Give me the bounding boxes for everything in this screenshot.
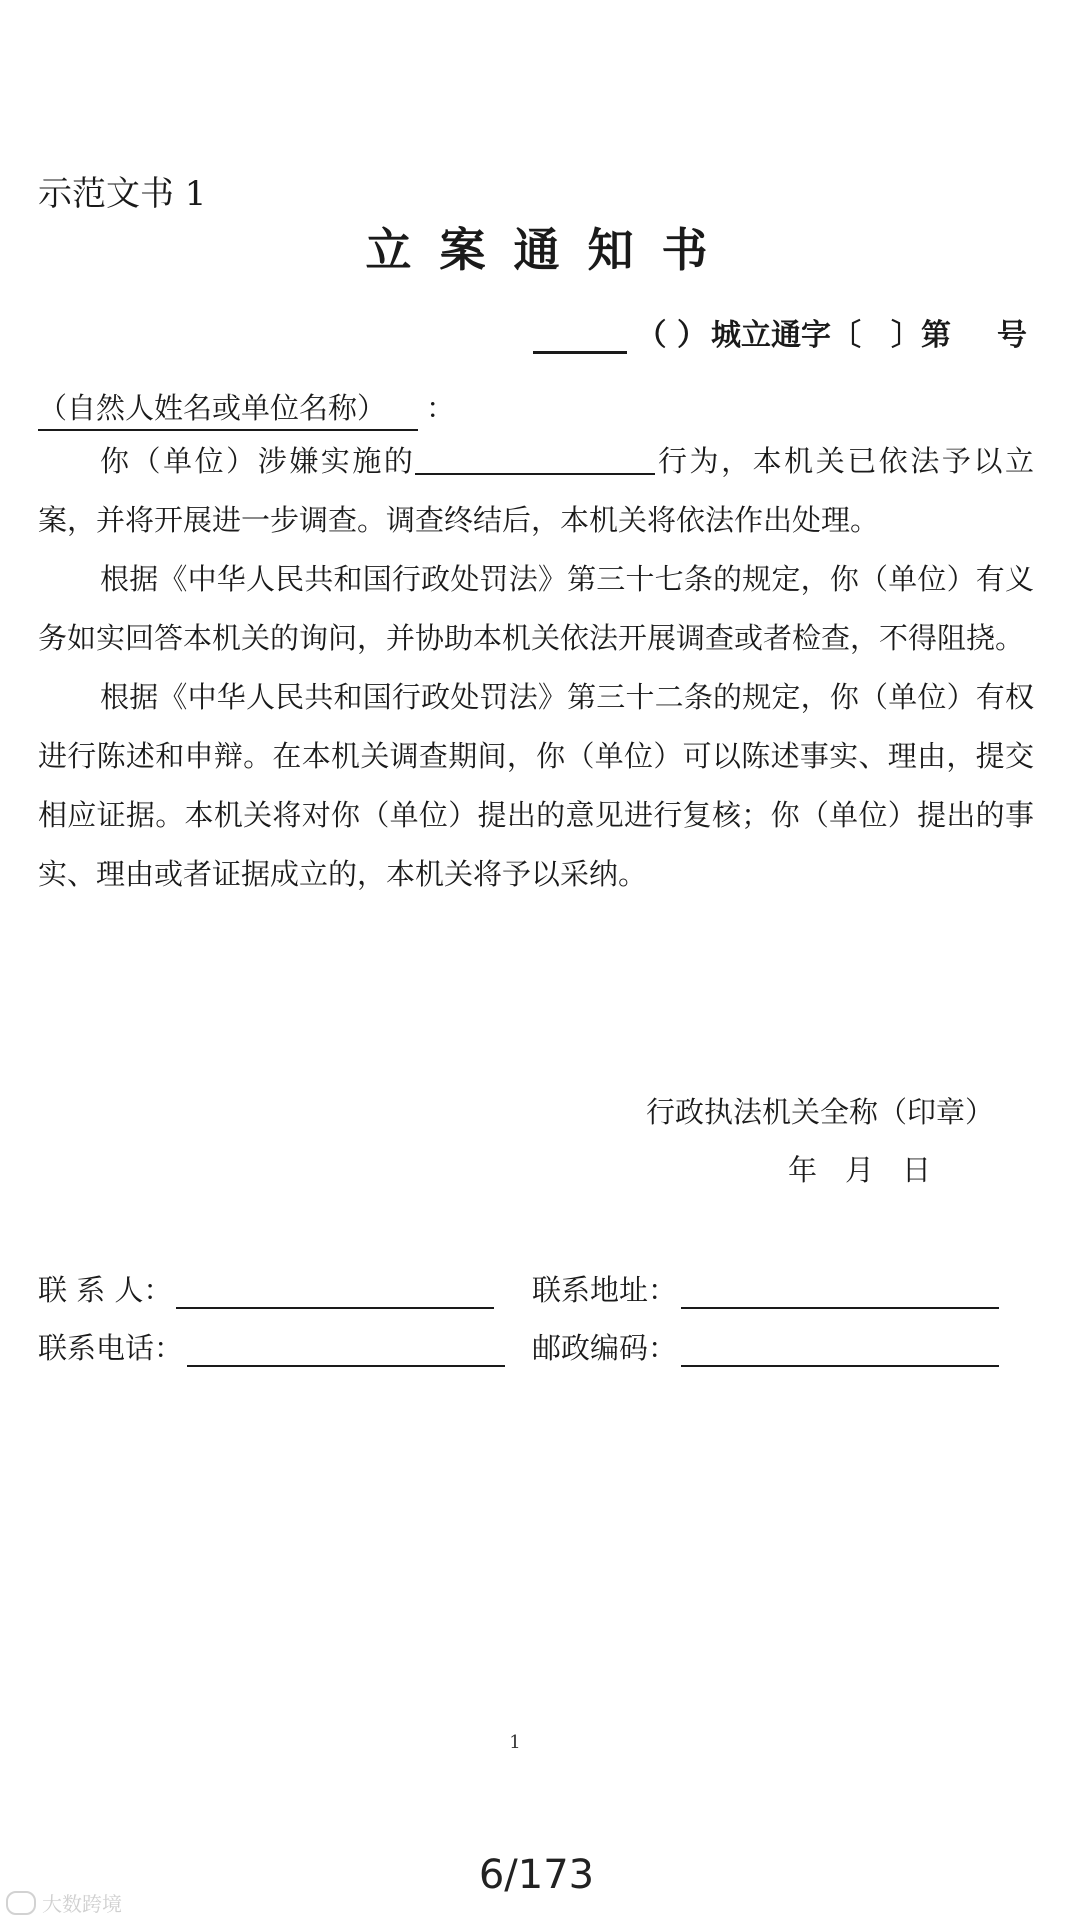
watermark <box>6 1888 122 1917</box>
watermark-text: 大数跨境 <box>42 1892 122 1916</box>
viewer-page-indicator: 6/173 <box>478 1852 595 1898</box>
contact-postcode-label: 邮政编码： <box>532 1331 678 1365</box>
doc-number-paren: （ ） <box>636 318 707 353</box>
contact-person-blank <box>176 1279 494 1309</box>
document-page-number: 1 <box>509 1732 521 1753</box>
paragraph-obligation: 根据《中华人民共和国行政处罚法》第三十七条的规定，你（单位）有义务如实回答本机关的询问，并协助本机关依法开展调查或者检查，不得阻挠。 <box>38 562 1034 655</box>
addressee-colon: ： <box>426 391 456 425</box>
addressee-placeholder: （自然人姓名或单位名称） <box>38 386 418 431</box>
document-title: 立案通知书 <box>365 223 736 277</box>
date-day: 日 <box>902 1153 932 1187</box>
addressee-line <box>38 386 455 431</box>
contact-postcode-blank <box>681 1337 999 1367</box>
contact-person-label: 联 系 人： <box>38 1273 173 1307</box>
document-body <box>38 432 1034 904</box>
contact-phone-row <box>38 1326 505 1367</box>
contact-phone-label: 联系电话： <box>38 1331 184 1365</box>
paragraph-1-after: 行为，本机关已依法予以立案，并将开展进一步调查。调查终结后，本机关将依法作出处理。 <box>38 444 1034 537</box>
doc-number-middle: 〕第 <box>891 318 951 353</box>
contact-address-blank <box>681 1279 999 1309</box>
contact-postcode-row <box>532 1326 999 1367</box>
document-label: 示范文书 1 <box>38 174 207 214</box>
paragraph-1-before: 你（单位）涉嫌实施的 <box>100 444 416 478</box>
doc-number-blank <box>533 321 627 354</box>
contact-address-row <box>532 1268 999 1309</box>
date-year: 年 <box>788 1153 818 1187</box>
doc-number-prefix: 城立通字〔 <box>711 318 861 353</box>
document-number <box>533 310 1027 354</box>
doc-number-suffix: 号 <box>997 318 1027 353</box>
paragraph-rights: 根据《中华人民共和国行政处罚法》第三十二条的规定，你（单位）有权进行陈述和申辩。在本机关调查期间，你（单位）可以陈述事实、理由，提交相应证据。本机关将对你（单位）提出的意见进行复核；你（单位）提出的事实、理由或者证据成立的，本机关将予以采纳。 <box>38 680 1034 891</box>
watermark-logo-icon <box>6 1891 36 1915</box>
paragraph-case-filed <box>38 432 1034 550</box>
contact-phone-blank <box>187 1337 505 1367</box>
contact-person-row <box>38 1268 494 1309</box>
contact-address-label: 联系地址： <box>532 1273 678 1307</box>
behavior-blank <box>415 443 655 475</box>
date-month: 月 <box>845 1153 875 1187</box>
signature-org: 行政执法机关全称（印章） <box>646 1095 995 1129</box>
signature-date <box>788 1148 931 1189</box>
